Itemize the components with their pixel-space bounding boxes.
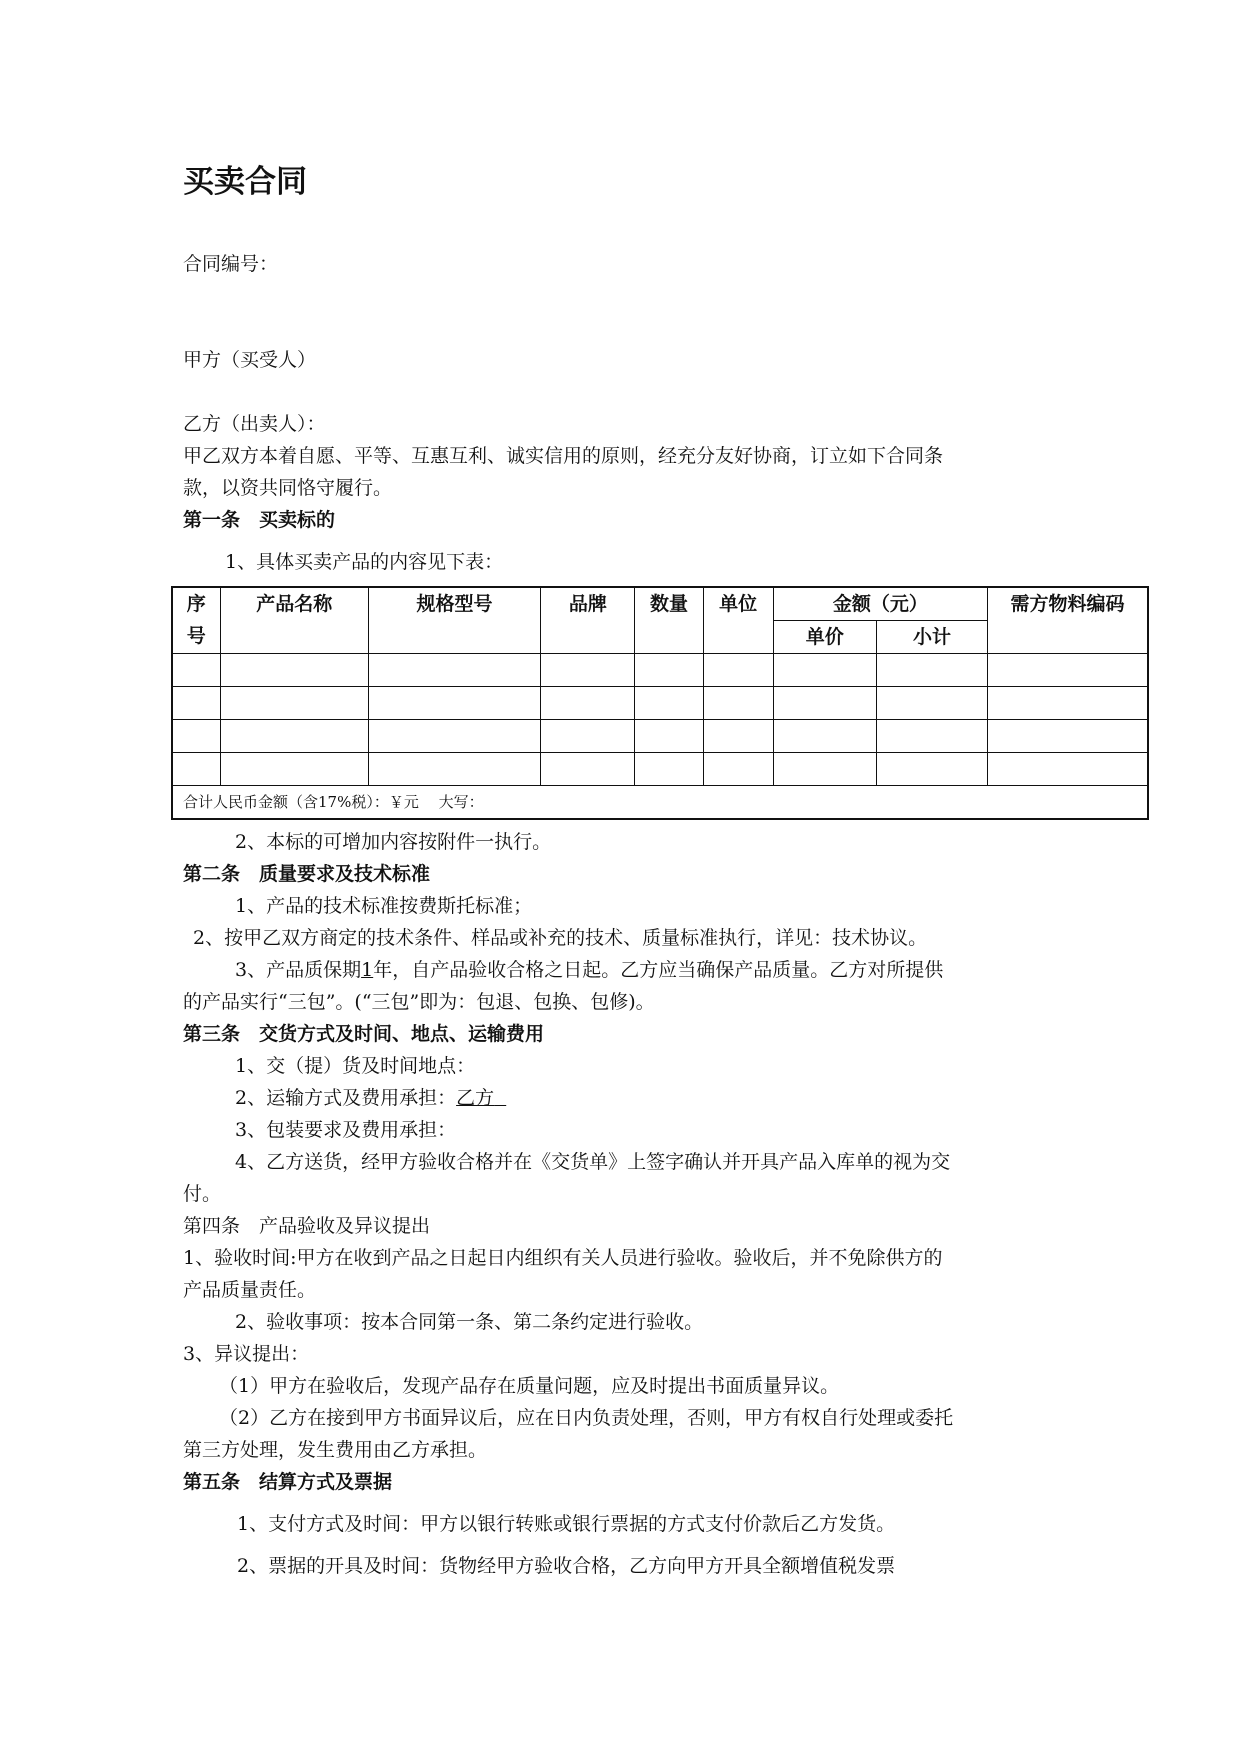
header-brand: 品牌	[541, 587, 635, 654]
article-2-item-3-suffix: 年，自产品验收合格之日起。乙方应当确保产品质量。乙方对所提供	[373, 959, 944, 981]
product-table	[171, 586, 1149, 820]
article-1-item-2: 2、本标的可增加内容按附件一执行。	[235, 831, 552, 853]
article-4-heading: 第四条 产品验收及异议提出	[183, 1215, 431, 1237]
article-3-item-2	[235, 1082, 1115, 1114]
article-2-item-1: 1、产品的技术标准按费斯托标准；	[235, 895, 533, 917]
party-b-label: 乙方（出卖人）：	[183, 413, 326, 435]
header-seq-top: 序	[186, 593, 206, 615]
header-seq-bottom: 号	[186, 625, 206, 647]
article-5-item-2: 2、票据的开具及时间：货物经甲方验收合格，乙方向甲方开具全额增值税发票	[237, 1555, 896, 1577]
article-4-item-3: 3、异议提出：	[183, 1343, 310, 1365]
article-3-item-1: 1、交（提）货及时间地点：	[235, 1055, 476, 1077]
article-1-item-1: 1、具体买卖产品的内容见下表：	[225, 551, 504, 573]
article-2-item-2: 2、按甲乙双方商定的技术条件、样品或补充的技术、质量标准执行，详见：技术协议。	[193, 927, 928, 949]
article-3-item-3: 3、包装要求及费用承担：	[235, 1119, 457, 1141]
article-5-heading: 第五条 结算方式及票据	[183, 1471, 393, 1493]
article-2-heading: 第二条 质量要求及技术标准	[183, 863, 431, 885]
article-2-item-3	[235, 954, 1115, 986]
header-unit: 单位	[703, 587, 773, 654]
article-2-item-3-cont: 的产品实行“三包”。(“三包”即为：包退、包换、包修)。	[183, 991, 655, 1013]
table-row	[172, 654, 1148, 687]
header-spec-model: 规格型号	[368, 587, 540, 654]
article-2-item-3-prefix: 3、产品质保期	[235, 959, 362, 981]
article-3-item-4-cont: 付。	[183, 1183, 222, 1205]
header-quantity: 数量	[635, 587, 703, 654]
party-a-label: 甲方（买受人）	[183, 349, 317, 371]
article-4-item-2: 2、验收事项：按本合同第一条、第二条约定进行验收。	[235, 1311, 704, 1333]
article-4-sub-2: （2）乙方在接到甲方书面异议后，应在日内负责处理，否则，甲方有权自行处理或委托	[219, 1407, 954, 1429]
table-row	[172, 687, 1148, 720]
header-material-code: 需方物料编码	[988, 587, 1148, 654]
article-3-item-4: 4、乙方送货，经甲方验收合格并在《交货单》上签字确认并开具产品入库单的视为交	[235, 1151, 951, 1173]
article-4-sub-2-cont: 第三方处理，发生费用由乙方承担。	[183, 1439, 488, 1461]
header-amount: 金额（元）	[773, 587, 987, 621]
table-total-row: 合计人民币金额（含17%税）：￥元 大写：	[172, 786, 1148, 820]
transport-party: 乙方	[456, 1087, 495, 1109]
contract-number-label: 合同编号：	[183, 253, 279, 275]
article-4-item-1: 1、验收时间:甲方在收到产品之日起日内组织有关人员进行验收。验收后，并不免除供方的	[183, 1247, 943, 1269]
article-4-item-1-cont: 产品质量责任。	[183, 1279, 317, 1301]
intro-line-2: 款，以资共同恪守履行。	[183, 477, 393, 499]
warranty-years: 1	[361, 959, 374, 981]
intro-line-1: 甲乙双方本着自愿、平等、互惠互利、诚实信用的原则，经充分友好协商，订立如下合同条	[183, 445, 944, 467]
header-product-name: 产品名称	[220, 587, 368, 654]
article-3-heading: 第三条 交货方式及时间、地点、运输费用	[183, 1023, 545, 1045]
article-3-item-2-prefix: 2、运输方式及费用承担：	[235, 1087, 457, 1109]
header-subtotal: 小计	[876, 621, 987, 654]
page-title: 买卖合同	[183, 164, 307, 200]
header-seq	[172, 587, 220, 654]
article-4-sub-1: （1）甲方在验收后，发现产品存在质量问题，应及时提出书面质量异议。	[219, 1375, 840, 1397]
article-5-item-1: 1、支付方式及时间：甲方以银行转账或银行票据的方式支付价款后乙方发货。	[237, 1513, 896, 1535]
article-1-heading: 第一条 买卖标的	[183, 509, 336, 531]
table-row	[172, 753, 1148, 786]
table-row	[172, 720, 1148, 753]
header-unit-price: 单价	[773, 621, 876, 654]
